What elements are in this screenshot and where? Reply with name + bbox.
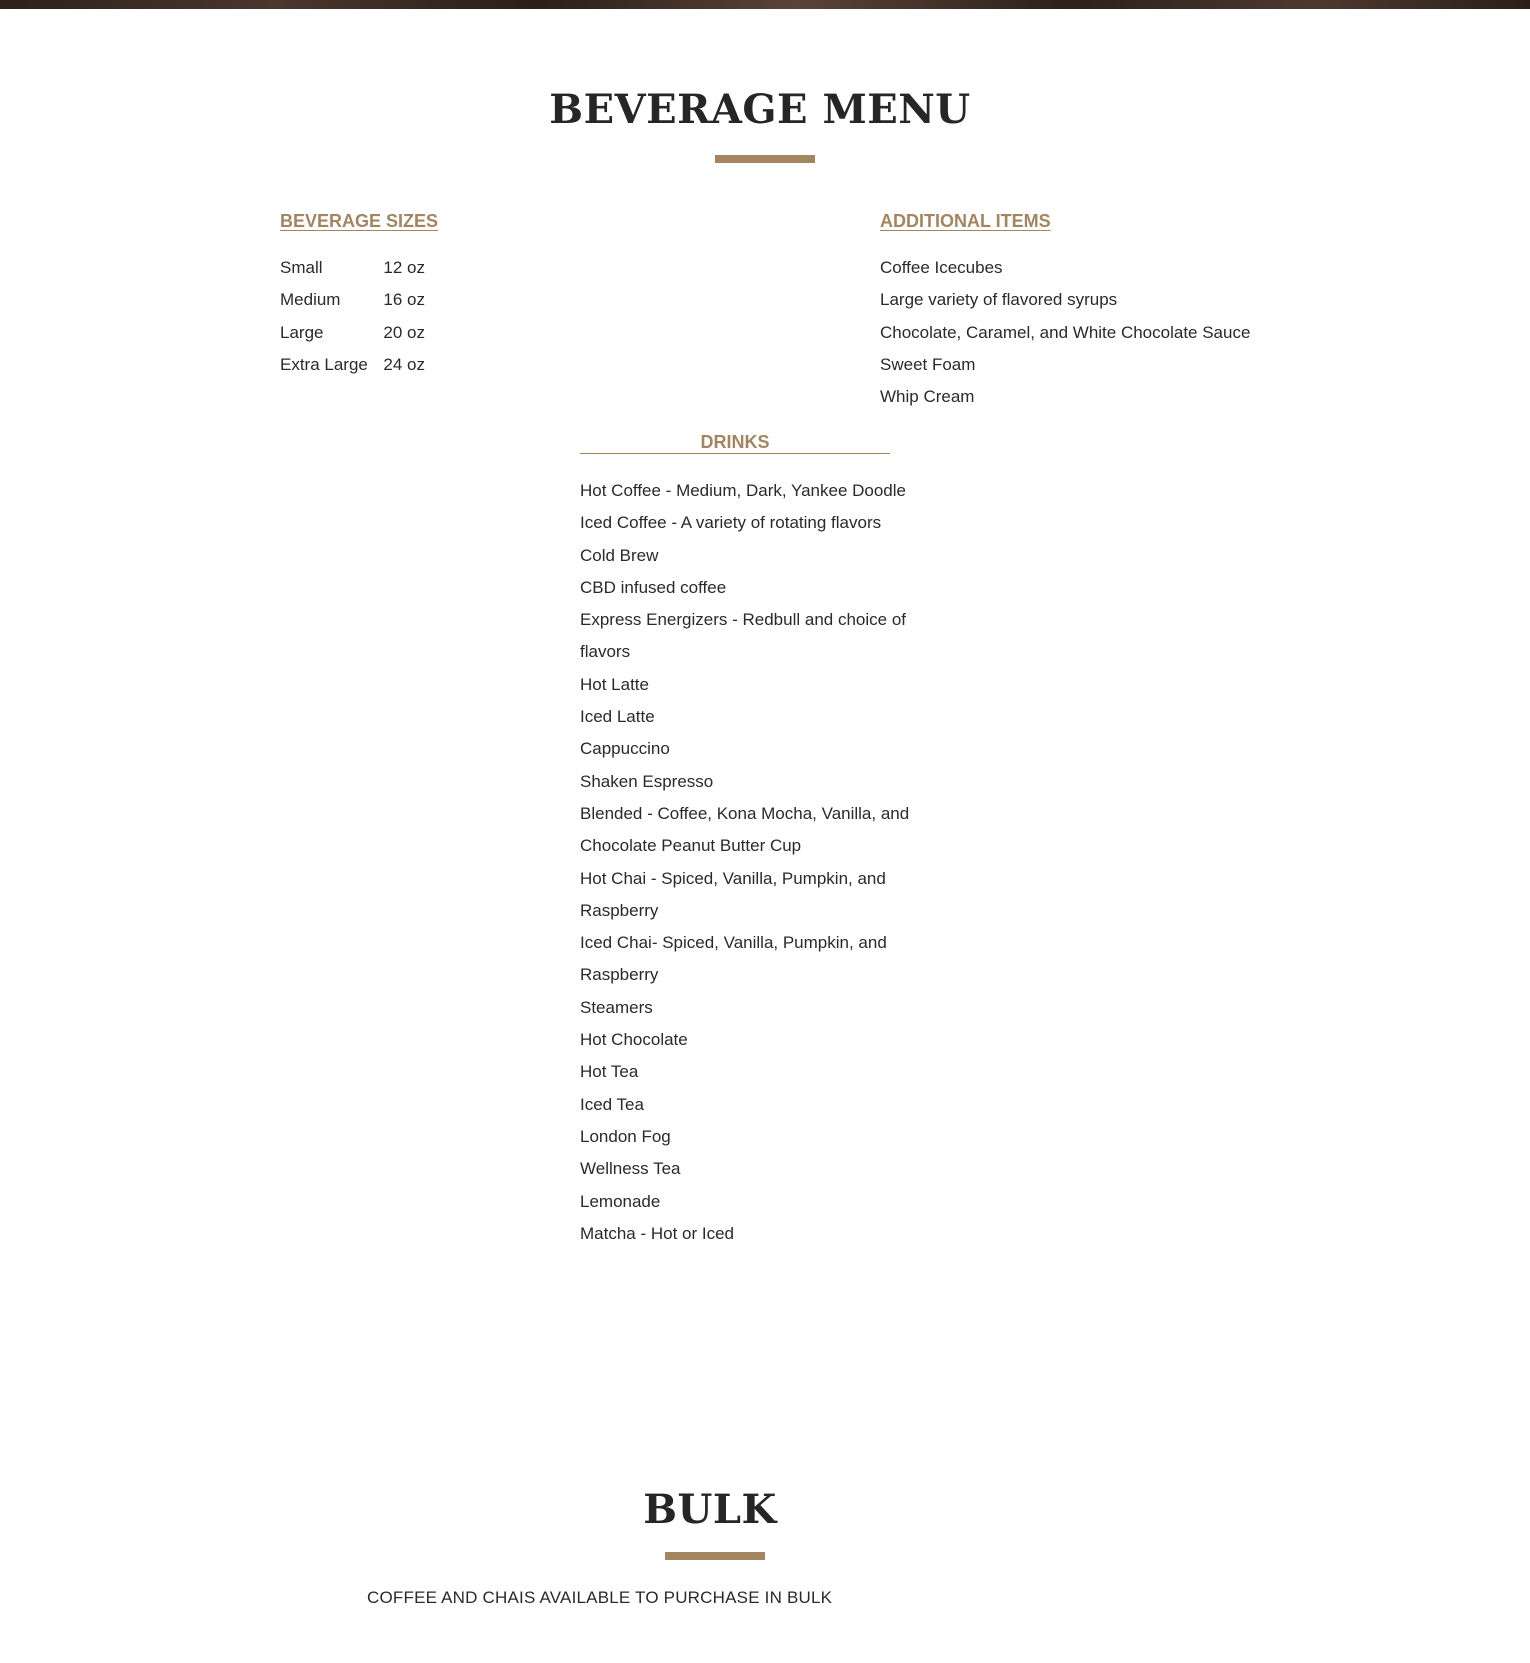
drink-item: Hot Latte bbox=[580, 674, 649, 694]
header-image-strip bbox=[0, 0, 1530, 9]
additional-item: Coffee Icecubes bbox=[880, 258, 1003, 277]
drink-item: London Fog bbox=[580, 1126, 671, 1146]
drink-item: Matcha - Hot or Iced bbox=[580, 1223, 735, 1243]
drink-item: Express Energizers - Redbull and choice of flavors bbox=[580, 610, 906, 662]
size-name: Large bbox=[280, 322, 324, 342]
drink-item: Wellness Tea bbox=[580, 1159, 681, 1179]
size-ounces: 24 oz bbox=[383, 355, 425, 375]
size-ounces: 12 oz bbox=[383, 258, 425, 278]
beverage-menu-title-underline bbox=[715, 155, 815, 163]
size-name: Small bbox=[280, 258, 323, 278]
beverage-sizes-heading: BEVERAGE SIZES bbox=[280, 211, 439, 231]
drink-item: Shaken Espresso bbox=[580, 771, 714, 791]
drinks-heading: DRINKS bbox=[580, 432, 890, 454]
drink-item: Iced Coffee - A variety of rotating flavors bbox=[580, 513, 882, 533]
size-name: Medium bbox=[280, 290, 341, 310]
beverage-menu-title: BEVERAGE MENU bbox=[549, 86, 971, 133]
bulk-title-underline bbox=[665, 1552, 765, 1560]
drink-item: Hot Chocolate bbox=[580, 1030, 688, 1050]
additional-item: Sweet Foam bbox=[880, 354, 976, 374]
size-ounces: 16 oz bbox=[383, 290, 425, 310]
drink-item: Iced Tea bbox=[580, 1094, 644, 1114]
additional-items-heading: ADDITIONAL ITEMS bbox=[880, 211, 1051, 231]
drink-item: Cappuccino bbox=[580, 739, 670, 759]
drink-item: Steamers bbox=[580, 997, 653, 1017]
drink-item: Hot Coffee - Medium, Dark, Yankee Doodle bbox=[580, 481, 906, 500]
drink-item: CBD infused coffee bbox=[580, 577, 727, 597]
drink-item: Iced Latte bbox=[580, 707, 655, 727]
size-row bbox=[280, 349, 425, 381]
bulk-description: COFFEE AND CHAIS AVAILABLE TO PURCHASE IN BULK bbox=[367, 1588, 833, 1607]
size-row bbox=[280, 317, 425, 349]
drink-item: Hot Tea bbox=[580, 1062, 639, 1082]
bulk-title: BULK bbox=[643, 1486, 777, 1533]
size-row bbox=[280, 284, 425, 316]
beverage-sizes-table bbox=[280, 252, 425, 381]
additional-item: Whip Cream bbox=[880, 387, 975, 407]
drink-item: Blended - Coffee, Kona Mocha, Vanilla, and Chocolate Peanut Butter Cup bbox=[580, 803, 910, 856]
drinks-list bbox=[580, 475, 930, 1250]
drink-item: Hot Chai - Spiced, Vanilla, Pumpkin, and Raspberry bbox=[580, 868, 886, 920]
size-row bbox=[280, 252, 425, 284]
size-ounces: 20 oz bbox=[383, 322, 425, 342]
drink-item: Iced Chai- Spiced, Vanilla, Pumpkin, and Raspberry bbox=[580, 933, 887, 985]
size-name: Extra Large bbox=[280, 355, 368, 375]
additional-item: Chocolate, Caramel, and White Chocolate Sauce bbox=[880, 322, 1251, 342]
drink-item: Lemonade bbox=[580, 1191, 661, 1211]
drink-item: Cold Brew bbox=[580, 545, 659, 565]
additional-items-list bbox=[880, 252, 1300, 413]
additional-item: Large variety of flavored syrups bbox=[880, 290, 1118, 310]
